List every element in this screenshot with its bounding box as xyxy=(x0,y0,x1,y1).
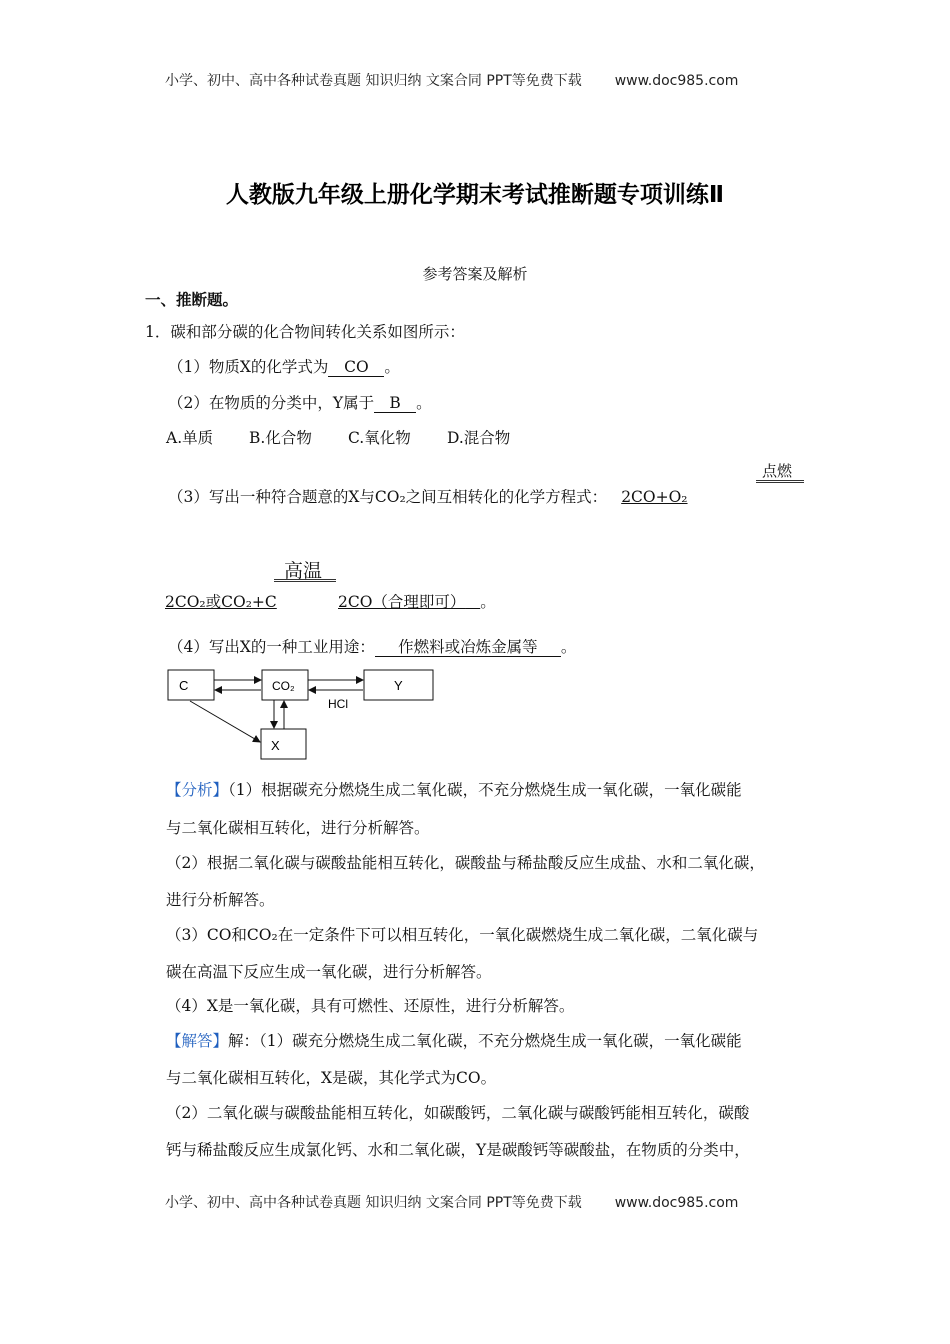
footer-text: 小学、初中、高中各种试卷真题 知识归纳 文案合同 PPT等免费下载 xyxy=(165,1195,582,1211)
q3-prompt: （3）写出一种符合题意的X与CO₂之间互相转化的化学方程式： xyxy=(168,488,608,506)
q1-answer: CO xyxy=(328,358,384,377)
q4-end: 。 xyxy=(560,638,577,656)
q1-end: 。 xyxy=(384,358,400,376)
label-x: X xyxy=(271,738,280,753)
question-2 xyxy=(168,393,432,413)
analysis-p3a: （3）CO和CO₂在一定条件下可以相互转化，一氧化碳燃烧生成二氧化碳，二氧化碳与 xyxy=(166,926,759,944)
header-text: 小学、初中、高中各种试卷真题 知识归纳 文案合同 PPT等免费下载 xyxy=(165,73,582,89)
box-x xyxy=(261,729,306,759)
analysis-p3b: 碳在高温下反应生成一氧化碳，进行分析解答。 xyxy=(166,963,492,981)
label-y: Y xyxy=(394,678,403,693)
option-b: B.化合物 xyxy=(249,429,312,447)
q4-answer: 作燃料或冶炼金属等 xyxy=(375,638,561,657)
analysis-line-1 xyxy=(166,780,742,800)
q2-prompt: （2）在物质的分类中，Y属于 xyxy=(168,394,375,412)
conversion-diagram xyxy=(160,660,450,770)
q3-answer-line2a: 2CO₂或CO₂+C xyxy=(165,593,277,611)
option-a: A.单质 xyxy=(166,429,214,447)
solution-p2b: 钙与稀盐酸反应生成氯化钙、水和二氧化碳，Y是碳酸钙等碳酸盐，在物质的分类中， xyxy=(166,1141,750,1159)
subtitle: 参考答案及解析 xyxy=(422,265,528,283)
analysis-p4: （4）X是一氧化碳，具有可燃性、还原性，进行分析解答。 xyxy=(166,997,575,1015)
q3-answer-line2 xyxy=(338,592,496,612)
question-4 xyxy=(168,637,576,657)
condition-ignite: 点燃 xyxy=(762,462,793,480)
question-3 xyxy=(168,487,688,507)
solution-p1b: 与二氧化碳相互转化，X是碳，其化学式为CO。 xyxy=(166,1069,497,1087)
footer-site-link[interactable]: www.doc985.com xyxy=(614,1195,739,1211)
analysis-tag: 【分析】 xyxy=(166,781,229,799)
q1-prompt: （1）物质X的化学式为 xyxy=(168,358,329,376)
label-co2: CO₂ xyxy=(272,679,295,693)
q3-answer-line2b: 2CO（合理即可） xyxy=(338,593,466,611)
condition-high-temp-line xyxy=(274,579,336,582)
solution-tag: 【解答】 xyxy=(166,1032,229,1050)
arrow-c-to-x xyxy=(190,701,260,742)
page-footer xyxy=(165,1192,738,1212)
q4-prompt: （4）写出X的一种工业用途： xyxy=(168,638,375,656)
label-c: C xyxy=(179,678,189,693)
option-c: C.氧化物 xyxy=(348,429,411,447)
question-intro: 1．碳和部分碳的化合物间转化关系如图所示： xyxy=(145,323,465,341)
solution-p1a: 解：（1）碳充分燃烧生成二氧化碳，不充分燃烧生成一氧化碳，一氧化碳能 xyxy=(228,1032,742,1050)
condition-ignite-line xyxy=(756,480,804,483)
analysis-p2a: （2）根据二氧化碳与碳酸盐能相互转化，碳酸盐与稀盐酸反应生成盐、水和二氧化碳， xyxy=(166,854,765,872)
label-hcl: HCl xyxy=(328,697,348,711)
option-d: D.混合物 xyxy=(447,429,511,447)
section-heading: 一、推断题。 xyxy=(145,291,239,309)
question-1 xyxy=(168,357,400,377)
condition-high-temp: 高温 xyxy=(284,560,323,582)
q3-answer-line1: 2CO+O₂ xyxy=(621,488,688,506)
box-c xyxy=(168,670,214,700)
solution-line-1 xyxy=(166,1031,742,1051)
q3-end: 。 xyxy=(480,593,496,611)
page-header xyxy=(165,70,738,90)
q2-answer: B xyxy=(374,394,416,413)
header-site-link[interactable]: www.doc985.com xyxy=(614,73,739,89)
analysis-p1b: 与二氧化碳相互转化，进行分析解答。 xyxy=(166,819,430,837)
analysis-p2b: 进行分析解答。 xyxy=(166,891,275,909)
q2-end: 。 xyxy=(416,394,432,412)
page-title: 人教版九年级上册化学期末考试推断题专项训练Ⅱ xyxy=(225,182,725,208)
analysis-p1a: （1）根据碳充分燃烧生成二氧化碳，不充分燃烧生成一氧化碳，一氧化碳能 xyxy=(228,781,742,799)
solution-p2a: （2）二氧化碳与碳酸盐能相互转化，如碳酸钙，二氧化碳与碳酸钙能相互转化，碳酸 xyxy=(166,1104,750,1122)
